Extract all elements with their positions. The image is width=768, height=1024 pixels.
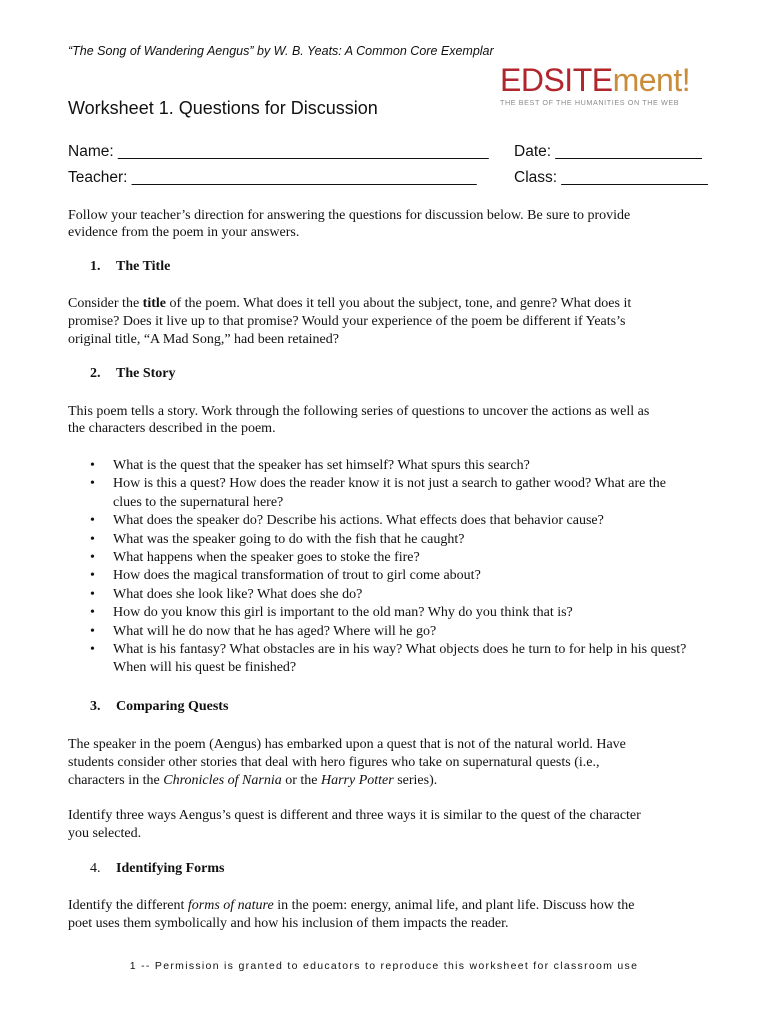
teacher-field[interactable]: Teacher: ________________________________________ — [68, 169, 477, 186]
edsitement-logo — [500, 64, 690, 107]
list-item: • What is the quest that the speaker has set himself? What spurs this search? — [68, 457, 708, 475]
section-2-intro-line-2: the characters described in the poem. — [68, 421, 276, 436]
name-field[interactable]: Name: ___________________________________________ — [68, 143, 489, 160]
section-3-number: 3. — [90, 699, 101, 714]
text-span: Consider the — [68, 296, 143, 311]
question-list — [68, 457, 708, 678]
intro-line-2: evidence from the poem in your answers. — [68, 225, 300, 240]
section-2-number: 2. — [90, 366, 101, 381]
document-subtitle: “The Song of Wandering Aengus” by W. B. Yeats: A Common Core Exemplar — [68, 44, 494, 58]
list-item: • What happens when the speaker goes to stoke the fire? — [68, 549, 708, 567]
list-item: • What is his fantasy? What obstacles are in his way? What objects does he turn to for help in his quest? When will his quest be finished? — [68, 641, 708, 678]
class-field[interactable]: Class: _________________ — [514, 169, 708, 186]
italic-term-forms-of-nature: forms of nature — [187, 898, 274, 913]
bold-term-title: title — [142, 296, 166, 311]
text-span: Identify the different — [68, 898, 188, 913]
italic-title-harry-potter: Harry Potter — [321, 773, 394, 788]
section-3-title: Comparing Quests — [116, 699, 229, 714]
date-field[interactable]: Date: _________________ — [514, 143, 702, 160]
list-item: • How does the magical transformation of trout to girl come about? — [68, 567, 708, 585]
logo-brand-dark: EDSITE — [500, 62, 613, 98]
section-3-line-1: The speaker in the poem (Aengus) has embarked upon a quest that is not of the natural world. Have — [68, 737, 626, 752]
list-item: • What does she look like? What does she do? — [68, 586, 708, 604]
section-1-heading — [90, 259, 170, 275]
section-4-line-2: poet uses them symbolically and how his inclusion of them impacts the reader. — [68, 916, 509, 931]
worksheet-title: Worksheet 1. Questions for Discussion — [68, 98, 378, 118]
section-3-heading — [90, 699, 228, 715]
text-span: of the poem. What does it tell you about the subject, tone, and genre? What does it — [165, 296, 632, 311]
list-item: • How do you know this girl is important to the old man? Why do you think that is? — [68, 604, 708, 622]
section-2-intro-line-1: This poem tells a story. Work through the following series of questions to uncover the actions as well as — [68, 404, 650, 419]
text-span: or the — [281, 773, 321, 788]
section-1-line-2: promise? Does it live up to that promise? Would your experience of the poem be different if Yeats’s — [68, 314, 626, 329]
list-item: • What does the speaker do? Describe his actions. What effects does that behavior cause? — [68, 512, 708, 530]
section-3-p2-line-2: you selected. — [68, 826, 142, 841]
text-span: characters in the — [68, 773, 164, 788]
section-4-title: Identifying Forms — [116, 861, 225, 876]
list-item: • What was the speaker going to do with the fish that he caught? — [68, 531, 708, 549]
section-3-line-3 — [68, 772, 437, 789]
section-2-title: The Story — [116, 366, 176, 381]
section-4-heading — [90, 861, 225, 877]
logo-tagline: THE BEST OF THE HUMANITIES ON THE WEB — [500, 98, 680, 107]
section-1-title: The Title — [116, 259, 171, 274]
list-item: • How is this a quest? How does the reader know it is not just a search to gather wood? What are the clues to the supernatural here? — [68, 475, 708, 512]
section-1-number: 1. — [90, 259, 101, 274]
text-span: series). — [393, 773, 438, 788]
section-1-line-1 — [68, 295, 631, 312]
section-2-heading — [90, 366, 176, 382]
page-footer: 1 -- Permission is granted to educators to reproduce this worksheet for classroom use — [129, 960, 639, 972]
section-4-number: 4. — [90, 861, 101, 876]
section-4-line-1 — [68, 897, 635, 914]
italic-title-narnia: Chronicles of Narnia — [163, 773, 282, 788]
logo-brand-light: ment! — [612, 62, 691, 98]
section-3-line-2: students consider other stories that deal with hero figures who take on supernatural quests (i.e., — [68, 755, 600, 770]
text-span: in the poem: energy, animal life, and plant life. Discuss how the — [273, 898, 635, 913]
intro-line-1: Follow your teacher’s direction for answering the questions for discussion below. Be sure to provide — [68, 208, 631, 223]
list-item: • What will he do now that he has aged? Where will he go? — [68, 623, 708, 641]
section-3-p2-line-1: Identify three ways Aengus’s quest is different and three ways it is similar to the quest of the character — [68, 808, 641, 823]
section-1-line-3: original title, “A Mad Song,” had been retained? — [68, 332, 339, 347]
